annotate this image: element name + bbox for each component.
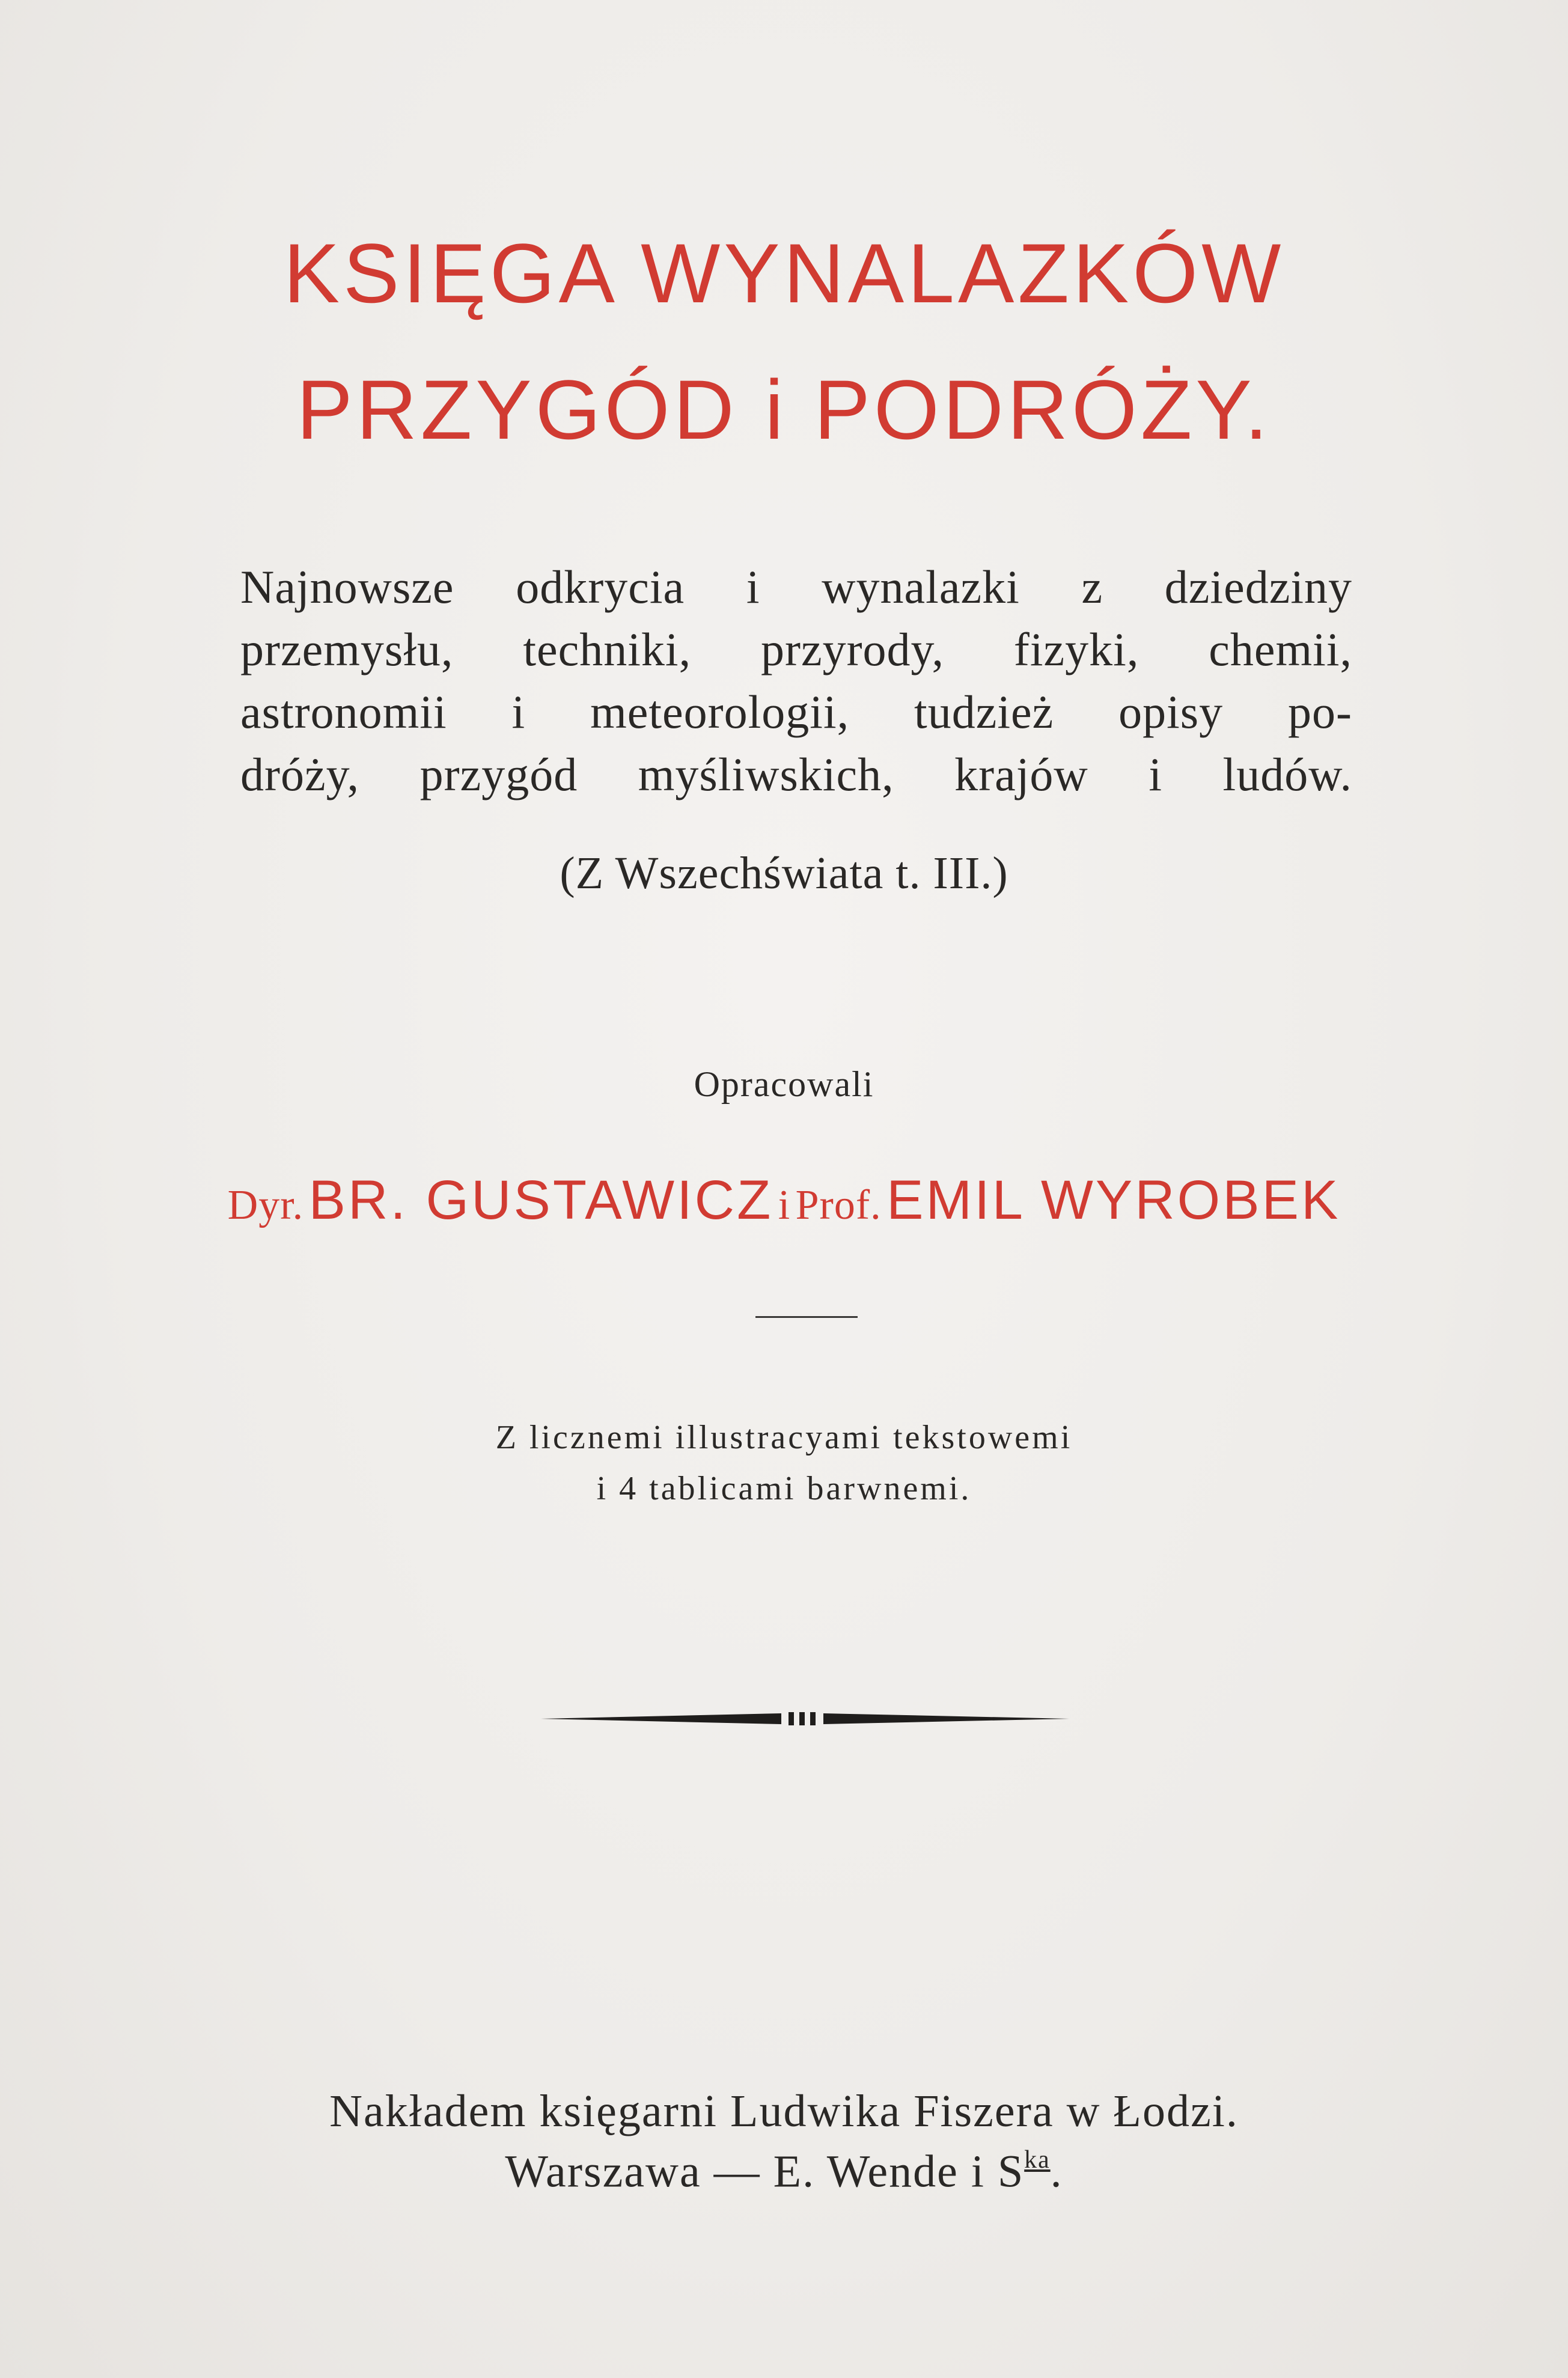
- description-line: Najnowsze odkrycia i wynalazki z dziedziny: [240, 561, 1352, 613]
- author2-title: Prof.: [795, 1182, 882, 1228]
- book-title-line-1: KSIĘGA WYNALAZKÓW: [283, 226, 1285, 320]
- short-divider: [755, 1316, 858, 1318]
- ornamental-rule: [541, 1707, 1070, 1731]
- publisher-line-2: [0, 2145, 1568, 2198]
- publisher-abbrev-superscript: ka: [1024, 2146, 1051, 2174]
- authors-line: [0, 1169, 1568, 1232]
- publisher-line-1: Nakładem księgarni Ludwika Fiszera w Łodzi.: [329, 2086, 1239, 2136]
- description-line: astronomii i meteorologii, tudzież opisy po-: [240, 686, 1352, 738]
- authors-conjunction: i: [778, 1182, 791, 1228]
- description-block: [240, 556, 1352, 806]
- illustrations-line-1: Z licznemi illustracyami tekstowemi: [495, 1419, 1073, 1456]
- description-line: przemysłu, techniki, przyrody, fizyki, chemii,: [240, 623, 1352, 675]
- book-title-line-2: PRZYGÓD i PODRÓŻY.: [296, 362, 1272, 457]
- ornament-left-taper: [541, 1713, 781, 1724]
- description-line: dróży, przygód myśliwskich, krajów i ludów.: [240, 748, 1352, 800]
- author1-title: Dyr.: [227, 1182, 304, 1228]
- publisher-city-line: Warszawa — E. Wende i S: [505, 2146, 1025, 2197]
- source-note: (Z Wszechświata t. III.): [560, 848, 1008, 898]
- ornament-bar: [789, 1712, 794, 1725]
- editors-label: Opracowali: [694, 1064, 874, 1104]
- illustrations-line-2: i 4 tablicami barwnemi.: [596, 1470, 972, 1507]
- publisher-line-end: .: [1050, 2146, 1063, 2197]
- ornament-bar: [810, 1712, 816, 1725]
- author2-name: EMIL WYROBEK: [886, 1169, 1341, 1231]
- ornament-bar: [799, 1712, 805, 1725]
- author1-name: BR. GUSTAWICZ: [308, 1169, 773, 1231]
- ornament-right-taper: [823, 1713, 1070, 1724]
